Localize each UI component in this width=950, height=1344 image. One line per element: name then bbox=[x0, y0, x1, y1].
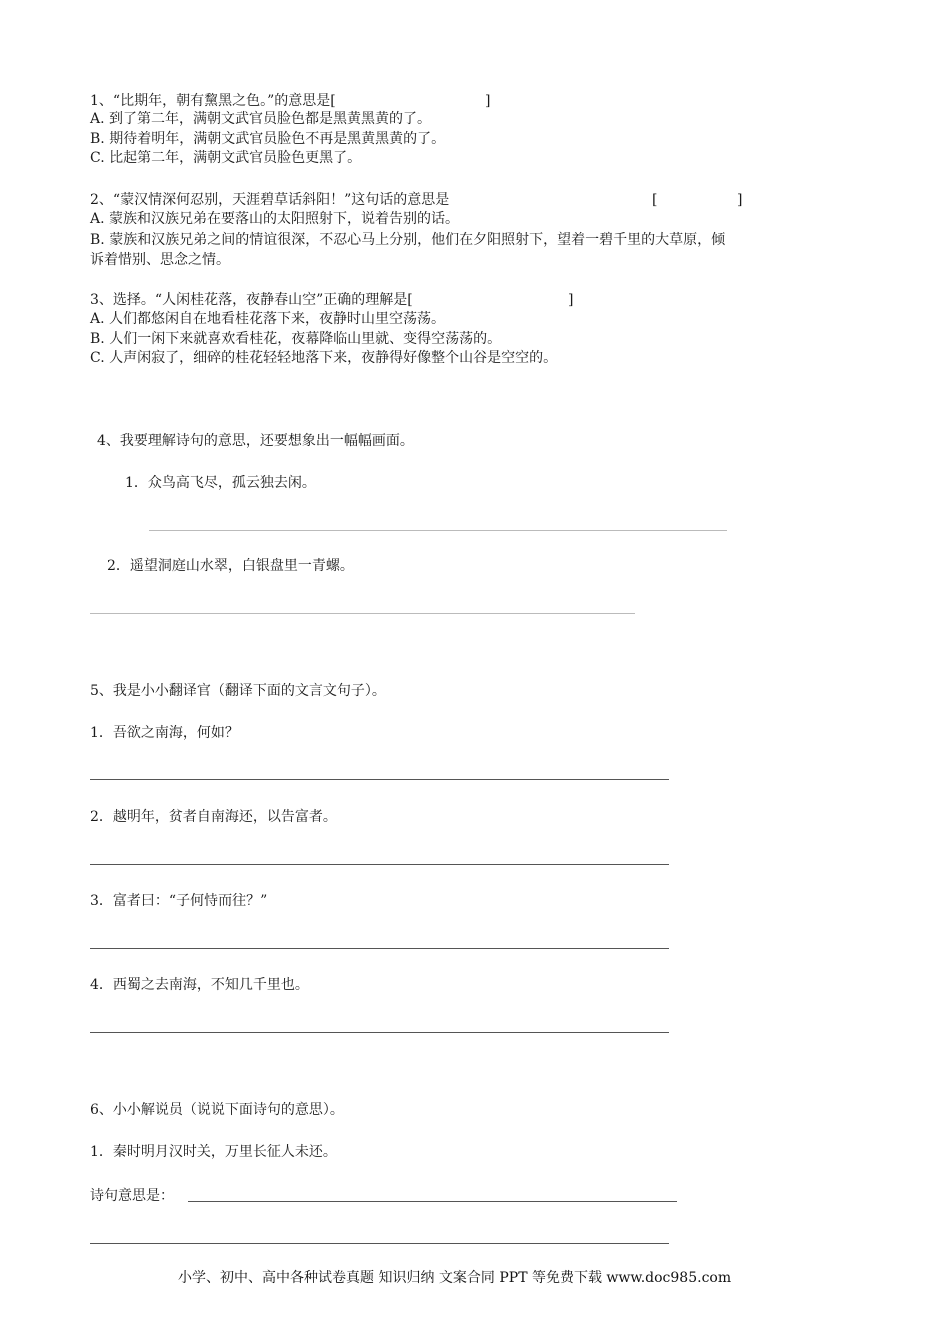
q3-option-b: B. 人们一闲下来就喜欢看桂花，夜幕降临山里就、变得空荡荡的。 bbox=[90, 331, 502, 347]
q1-option-b: B. 期待着明年，满朝文武官员脸色不再是黑黄黑黄的了。 bbox=[90, 131, 446, 147]
q5-answer-line-2[interactable] bbox=[90, 864, 669, 865]
q1-answer-bracket: ] bbox=[485, 93, 491, 109]
q4-item-2: 2．遥望洞庭山水翠，白银盘里一青螺。 bbox=[107, 558, 354, 574]
q2-stem: 2、“蒙汉情深何忍别，天涯碧草话斜阳！”这句话的意思是 bbox=[90, 192, 450, 208]
q6-answer-label: 诗句意思是： bbox=[90, 1188, 174, 1204]
q6-answer-line-1[interactable] bbox=[188, 1201, 677, 1202]
q6-answer-line-2[interactable] bbox=[90, 1243, 669, 1244]
q4-item-1: 1．众鸟高飞尽，孤云独去闲。 bbox=[125, 475, 316, 491]
q3-option-a: A. 人们都悠闲自在地看桂花落下来，夜静时山里空荡荡。 bbox=[90, 311, 446, 327]
q1-option-a: A. 到了第二年，满朝文武官员脸色都是黑黄黑黄的了。 bbox=[90, 111, 432, 127]
q2-option-b: B. 蒙族和汉族兄弟之间的情谊很深，不忍心马上分别，他们在夕阳照射下，望着一碧千里的大草原，倾 bbox=[90, 232, 726, 248]
q4-title: 4、我要理解诗句的意思，还要想象出一幅幅画面。 bbox=[97, 433, 414, 449]
q5-item-1: 1．吾欲之南海，何如？ bbox=[90, 725, 239, 741]
q1-stem: 1、“比期年，朝有黧黑之色。”的意思是[ bbox=[90, 93, 336, 109]
q5-answer-line-3[interactable] bbox=[90, 948, 669, 949]
q3-answer-bracket: ] bbox=[568, 292, 574, 308]
q6-title: 6、小小解说员（说说下面诗句的意思）。 bbox=[90, 1102, 344, 1118]
q6-item-1: 1．秦时明月汉时关，万里长征人未还。 bbox=[90, 1144, 337, 1160]
q4-answer-line-2[interactable] bbox=[90, 613, 635, 614]
q2-option-b-continued: 诉着惜别、思念之情。 bbox=[90, 252, 230, 268]
q2-answer-bracket-open: [ bbox=[652, 192, 658, 208]
q5-item-4: 4．西蜀之去南海，不知几千里也。 bbox=[90, 977, 309, 993]
q1-option-c: C. 比起第二年，满朝文武官员脸色更黑了。 bbox=[90, 150, 362, 166]
q5-answer-line-1[interactable] bbox=[90, 779, 669, 780]
q2-option-a: A. 蒙族和汉族兄弟在要落山的太阳照射下，说着告别的话。 bbox=[90, 211, 460, 227]
q5-item-3: 3．富者曰：“子何恃而往？” bbox=[90, 893, 268, 909]
q5-answer-line-4[interactable] bbox=[90, 1032, 669, 1033]
q4-answer-line-1[interactable] bbox=[149, 530, 727, 531]
q3-stem: 3、选择。“人闲桂花落，夜静春山空”正确的理解是[ bbox=[90, 292, 413, 308]
q2-answer-bracket-close: ] bbox=[737, 192, 743, 208]
q3-option-c: C. 人声闲寂了，细碎的桂花轻轻地落下来，夜静得好像整个山谷是空空的。 bbox=[90, 350, 558, 366]
q5-title: 5、我是小小翻译官（翻译下面的文言文句子）。 bbox=[90, 683, 386, 699]
q5-item-2: 2．越明年，贫者自南海还，以告富者。 bbox=[90, 809, 337, 825]
page-footer: 小学、初中、高中各种试卷真题 知识归纳 文案合同 PPT 等免费下载 www.doc985.com bbox=[178, 1270, 732, 1286]
